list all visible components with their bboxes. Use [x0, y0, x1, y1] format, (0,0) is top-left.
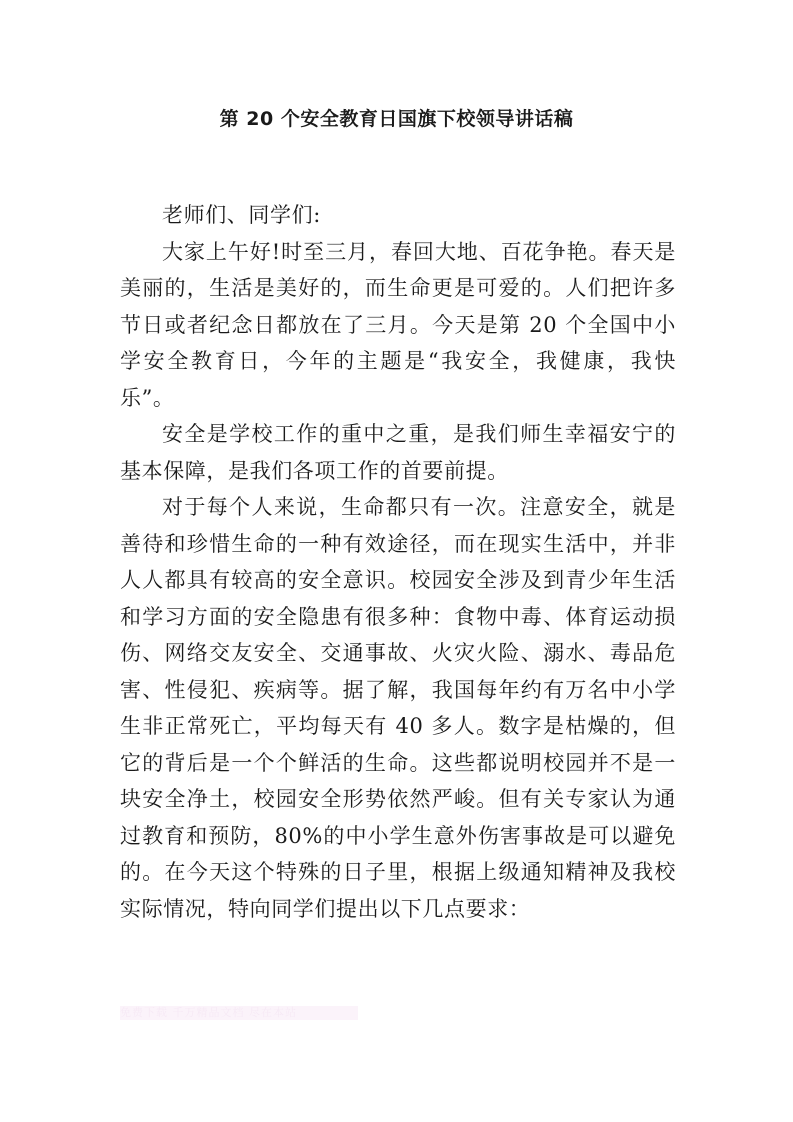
greeting-line: 老师们、同学们:	[162, 203, 321, 227]
document-title: 第 20 个安全教育日国旗下校领导讲话稿	[219, 108, 574, 130]
faint-watermark: 免费下载 千万精品文档 尽在本站	[120, 1006, 358, 1020]
paragraph-1: 大家上午好!时至三月，春回大地、百花争艳。春天是美丽的，生活是美好的，而生命更是可爱的。人们把许多节日或者纪念日都放在了三月。今天是第 20 个全国中小学安全教育日，今年的主题是“我安全，我健康，我快乐”。	[120, 239, 676, 410]
paragraph-3: 对于每个人来说，生命都只有一次。注意安全，就是善待和珍惜生命的一种有效途径，而在现实生活中，并非人人都具有较高的安全意识。校园安全涉及到青少年生活和学习方面的安全隐患有很多种：食物中毒、体育运动损伤、网络交友安全、交通事故、火灾火险、溺水、毒品危害、性侵犯、疾病等。据了解，我国每年约有万名中小学生非正常死亡，平均每天有 40 多人。数字是枯燥的，但它的背后是一个个鲜活的生命。这些都说明校园并不是一块安全净土，校园安全形势依然严峻。但有关专家认为通过教育和预防，80%的中小学生意外伤害事故是可以避免的。在今天这个特殊的日子里，根据上级通知精神及我校实际情况，特向同学们提出以下几点要求：	[120, 495, 676, 921]
paragraph-2: 安全是学校工作的重中之重，是我们师生幸福安宁的基本保障，是我们各项工作的首要前提。	[120, 422, 676, 483]
document-body	[120, 197, 676, 927]
